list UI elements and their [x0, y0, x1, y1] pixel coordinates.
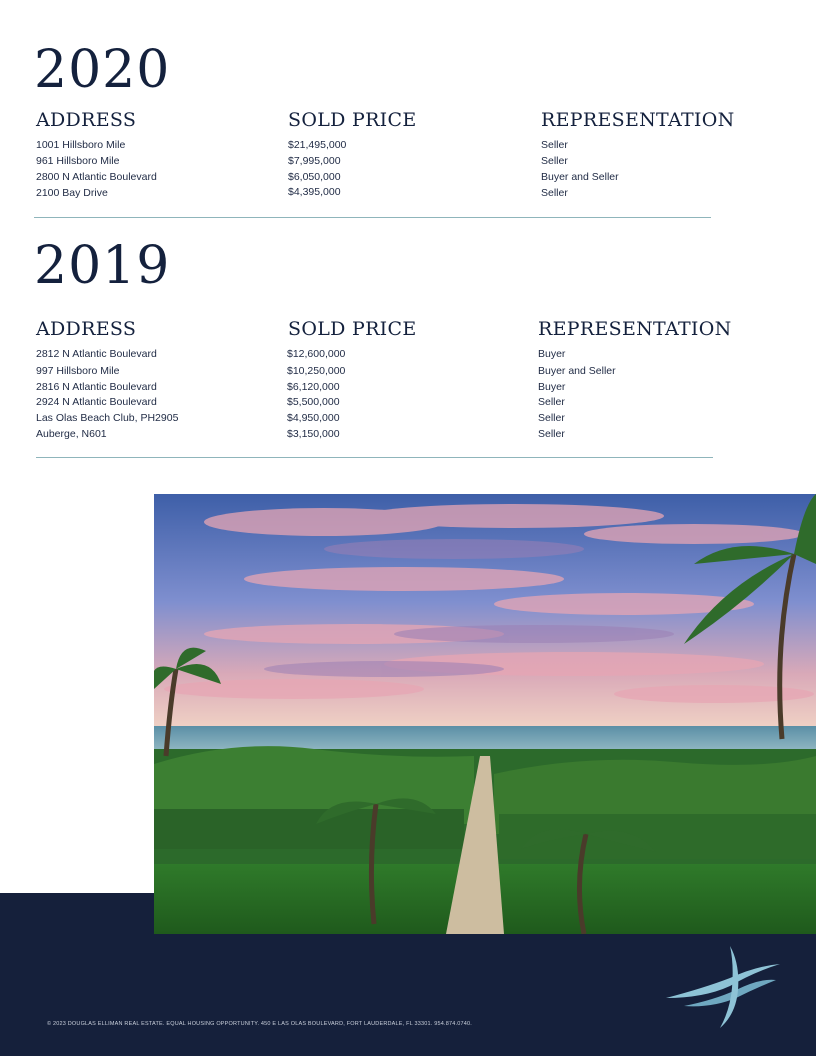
divider — [34, 217, 711, 218]
representation-header: REPRESENTATION — [538, 318, 732, 340]
address-cell: 2816 N Atlantic Boulevard — [36, 381, 157, 393]
address-header: ADDRESS — [36, 318, 137, 340]
representation-cell: Buyer — [538, 348, 566, 360]
price-cell: $4,950,000 — [287, 412, 340, 424]
representation-cell: Seller — [538, 412, 565, 424]
price-cell: $21,495,000 — [288, 139, 347, 151]
year-heading-2020: 2020 — [34, 40, 171, 100]
address-header: ADDRESS — [36, 109, 137, 131]
representation-cell: Buyer and Seller — [541, 171, 619, 183]
sold-price-header: SOLD PRICE — [288, 318, 417, 340]
address-cell: 2800 N Atlantic Boulevard — [36, 171, 157, 183]
price-cell: $5,500,000 — [287, 396, 340, 408]
representation-cell: Seller — [541, 155, 568, 167]
address-cell: 2924 N Atlantic Boulevard — [36, 396, 157, 408]
address-cell: 997 Hillsboro Mile — [36, 365, 120, 377]
representation-cell: Buyer — [538, 381, 566, 393]
address-cell: Auberge, N601 — [36, 428, 107, 440]
representation-header: REPRESENTATION — [541, 109, 735, 131]
address-cell: 2812 N Atlantic Boulevard — [36, 348, 157, 360]
representation-cell: Buyer and Seller — [538, 365, 616, 377]
price-cell: $10,250,000 — [287, 365, 346, 377]
address-cell: 961 Hillsboro Mile — [36, 155, 120, 167]
price-cell: $7,995,000 — [288, 155, 341, 167]
representation-cell: Seller — [541, 187, 568, 199]
divider — [36, 457, 713, 458]
price-cell: $6,120,000 — [287, 381, 340, 393]
address-cell: 1001 Hillsboro Mile — [36, 139, 126, 151]
price-cell: $6,050,000 — [288, 171, 341, 183]
representation-cell: Seller — [541, 139, 568, 151]
address-cell: 2100 Bay Drive — [36, 187, 108, 199]
address-cell: Las Olas Beach Club, PH2905 — [36, 412, 179, 424]
sold-price-header: SOLD PRICE — [288, 109, 417, 131]
representation-cell: Seller — [538, 396, 565, 408]
brand-logo-icon — [664, 944, 782, 1030]
year-heading-2019: 2019 — [34, 236, 171, 296]
representation-cell: Seller — [538, 428, 565, 440]
footer-disclaimer: © 2023 DOUGLAS ELLIMAN REAL ESTATE. EQUAL HOUSING OPPORTUNITY. 450 E LAS OLAS BOULEVARD, FORT LAUDERDALE, FL 33301. 954.874.0740. — [47, 1021, 472, 1027]
beach-photo — [154, 494, 816, 934]
price-cell: $3,150,000 — [287, 428, 340, 440]
price-cell: $12,600,000 — [287, 348, 346, 360]
price-cell: $4,395,000 — [288, 186, 341, 198]
